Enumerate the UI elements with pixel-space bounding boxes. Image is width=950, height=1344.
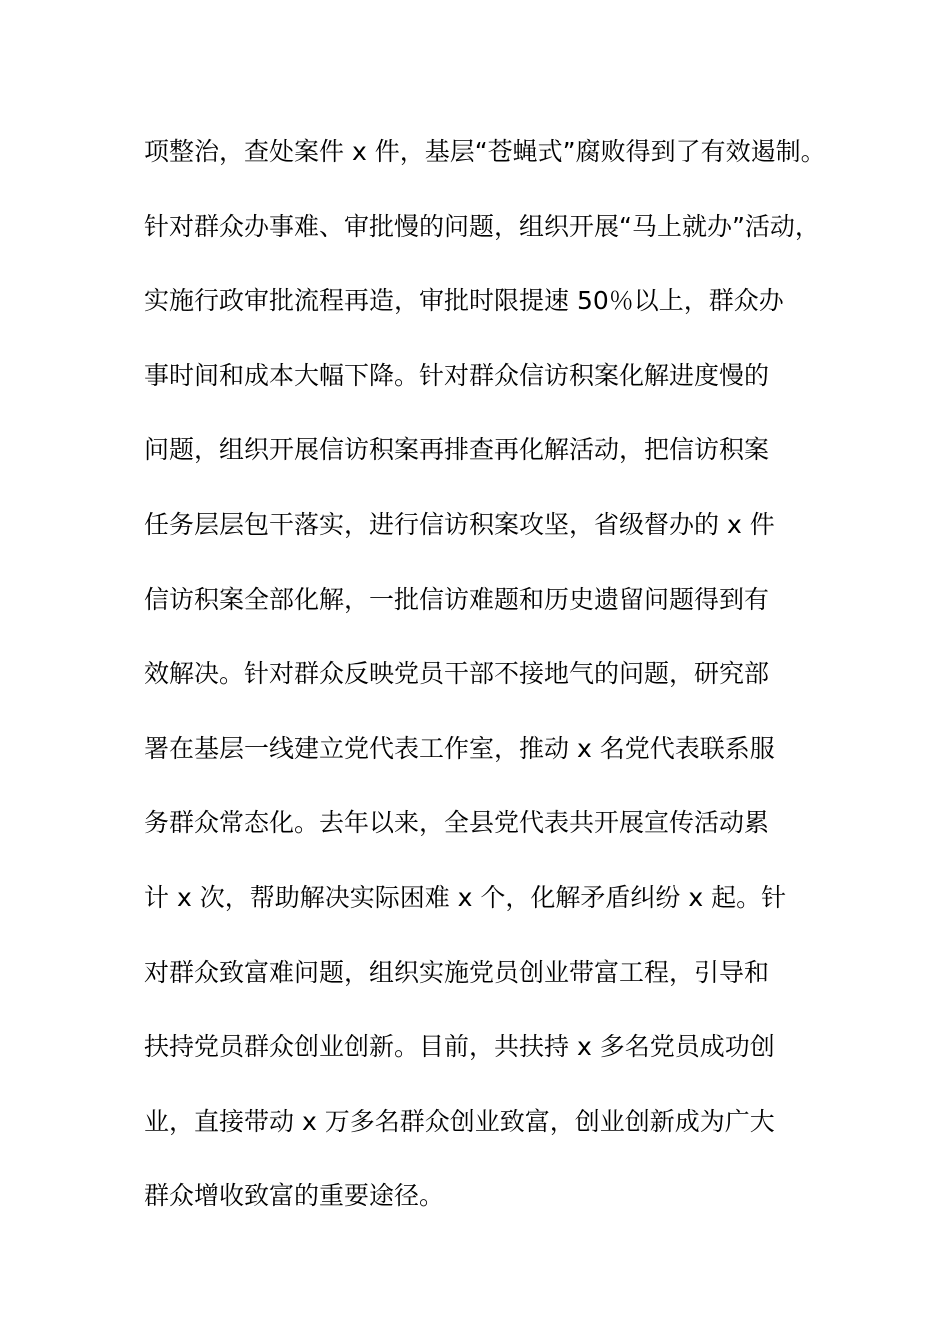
text-line-9: 署在基层一线建立党代表工作室，推动 x 名党代表联系服 <box>144 733 775 763</box>
text-line-1: 项整治，查处案件 x 件，基层“苍蝇式”腐败得到了有效遏制。 <box>144 137 826 166</box>
text-line-15: 群众增收致富的重要途径。 <box>144 1181 445 1211</box>
text-line-6: 任务层层包干落实，进行信访积案攻坚，省级督办的 x 件 <box>144 509 775 539</box>
text-line-2: 针对群众办事难、审批慢的问题，组织开展“马上就办”活动， <box>144 211 820 241</box>
text-line-14: 业，直接带动 x 万多名群众创业致富，创业创新成为广大 <box>144 1106 775 1136</box>
text-line-3: 实施行政审批流程再造，审批时限提速 50％以上，群众办 <box>144 286 784 316</box>
text-line-7: 信访积案全部化解，一批信访难题和历史遗留问题得到有 <box>144 584 770 614</box>
body-paragraph <box>144 124 844 1243</box>
text-line-10: 务群众常态化。去年以来，全县党代表共开展宣传活动累 <box>144 808 770 838</box>
text-line-13: 扶持党员群众创业创新。目前，共扶持 x 多名党员成功创 <box>144 1032 775 1062</box>
text-line-4: 事时间和成本大幅下降。针对群众信访积案化解进度慢的 <box>144 360 770 390</box>
text-line-8: 效解决。针对群众反映党员干部不接地气的问题，研究部 <box>144 659 770 689</box>
text-line-12: 对群众致富难问题，组织实施党员创业带富工程，引导和 <box>144 957 770 987</box>
text-line-5: 问题，组织开展信访积案再排查再化解活动，把信访积案 <box>144 435 770 465</box>
text-line-11: 计 x 次，帮助解决实际困难 x 个，化解矛盾纠纷 x 起。针 <box>144 882 787 912</box>
